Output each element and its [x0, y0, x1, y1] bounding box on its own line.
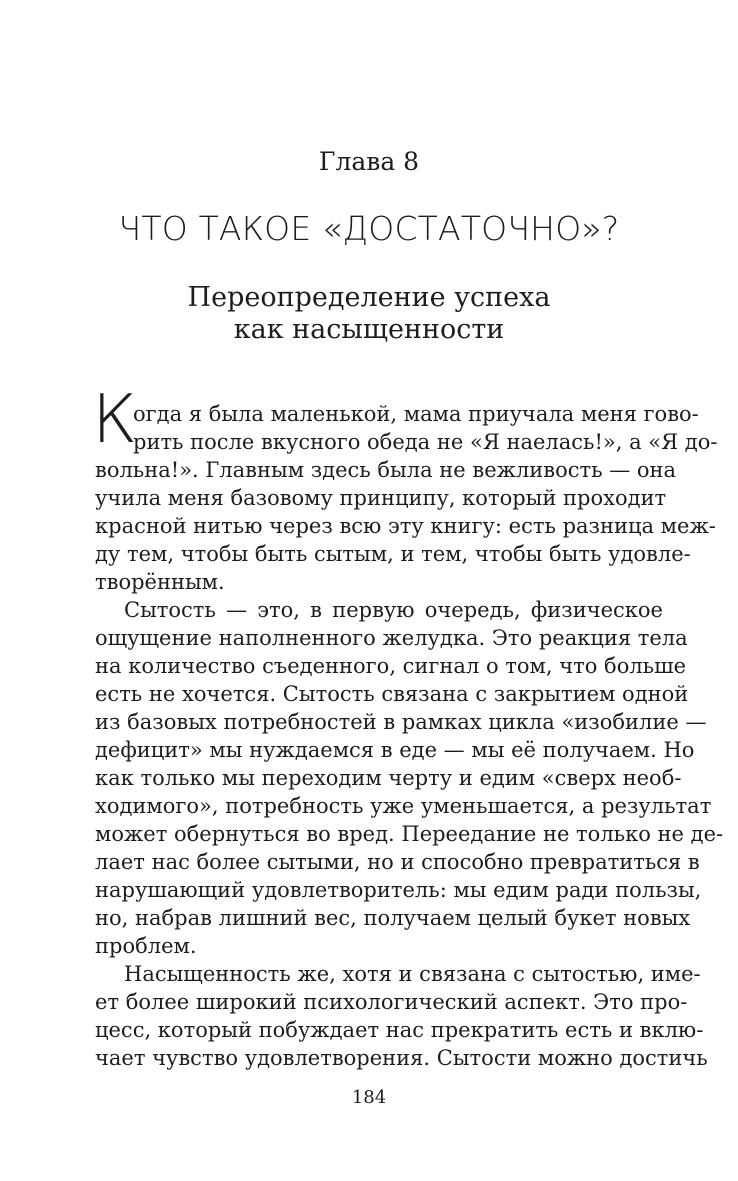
text-line: огда я была маленькой, мама приучала меня гово- [133, 402, 699, 426]
text-line: но, набрав лишний вес, получаем целый букет новых [95, 906, 691, 930]
text-line: ет более широкий психологический аспект. Это про- [95, 990, 688, 1014]
drop-cap: К [92, 380, 138, 458]
chapter-label: Глава 8 [318, 147, 420, 176]
text-line: Насыщенность же, хотя и связана с сытостью, име- [124, 962, 701, 986]
text-line: нарушающий удовлетворитель: мы едим ради пользы, [95, 878, 702, 902]
text-line: рить после вкусного обеда не «Я наелась!», а «Я до- [133, 430, 718, 454]
text-line: проблем. [95, 934, 197, 958]
text-line: на количество съеденного, сигнал о том, что больше [95, 654, 687, 678]
text-line: вольна!». Главным здесь была не вежливость — она [95, 458, 677, 482]
text-line: есть не хочется. Сытость связана с закрытием одной [95, 682, 689, 706]
chapter-subtitle-line-1: Переопределение успеха [187, 282, 551, 313]
text-line: творённым. [95, 570, 225, 594]
text-line: лает нас более сытыми, но и способно превратиться в [95, 850, 700, 874]
chapter-subtitle-line-2: как насыщенности [233, 314, 505, 345]
text-line: как только мы переходим черту и едим «сверх необ- [95, 766, 682, 790]
page-number: 184 [351, 1087, 387, 1108]
text-line: из базовых потребностей в рамках цикла «изобилие — [95, 710, 707, 734]
text-line: красной нитью через всю эту книгу: есть разница меж- [95, 514, 716, 538]
text-line: учила меня базовому принципу, который проходит [95, 486, 667, 510]
text-line: ду тем, чтобы быть сытым, и тем, чтобы быть удовле- [95, 542, 691, 566]
text-line: ходимого», потребность уже уменьшается, а результат [95, 794, 712, 818]
text-line: цесс, который побуждает нас прекратить есть и вклю- [95, 1018, 704, 1042]
text-line: ощущение наполненного желудка. Это реакция тела [95, 626, 688, 650]
text-line: может обернуться во вред. Переедание не только не де- [95, 822, 724, 846]
text-line: дефицит» мы нуждаемся в еде — мы её получаем. Но [95, 738, 695, 762]
text-line: чает чувство удовлетворения. Сытости можно достичь [95, 1046, 708, 1070]
text-line: Сытость — это, в первую очередь, физическое [124, 598, 663, 622]
chapter-title: ЧТО ТАКОЕ «ДОСТАТОЧНО»? [118, 209, 620, 248]
